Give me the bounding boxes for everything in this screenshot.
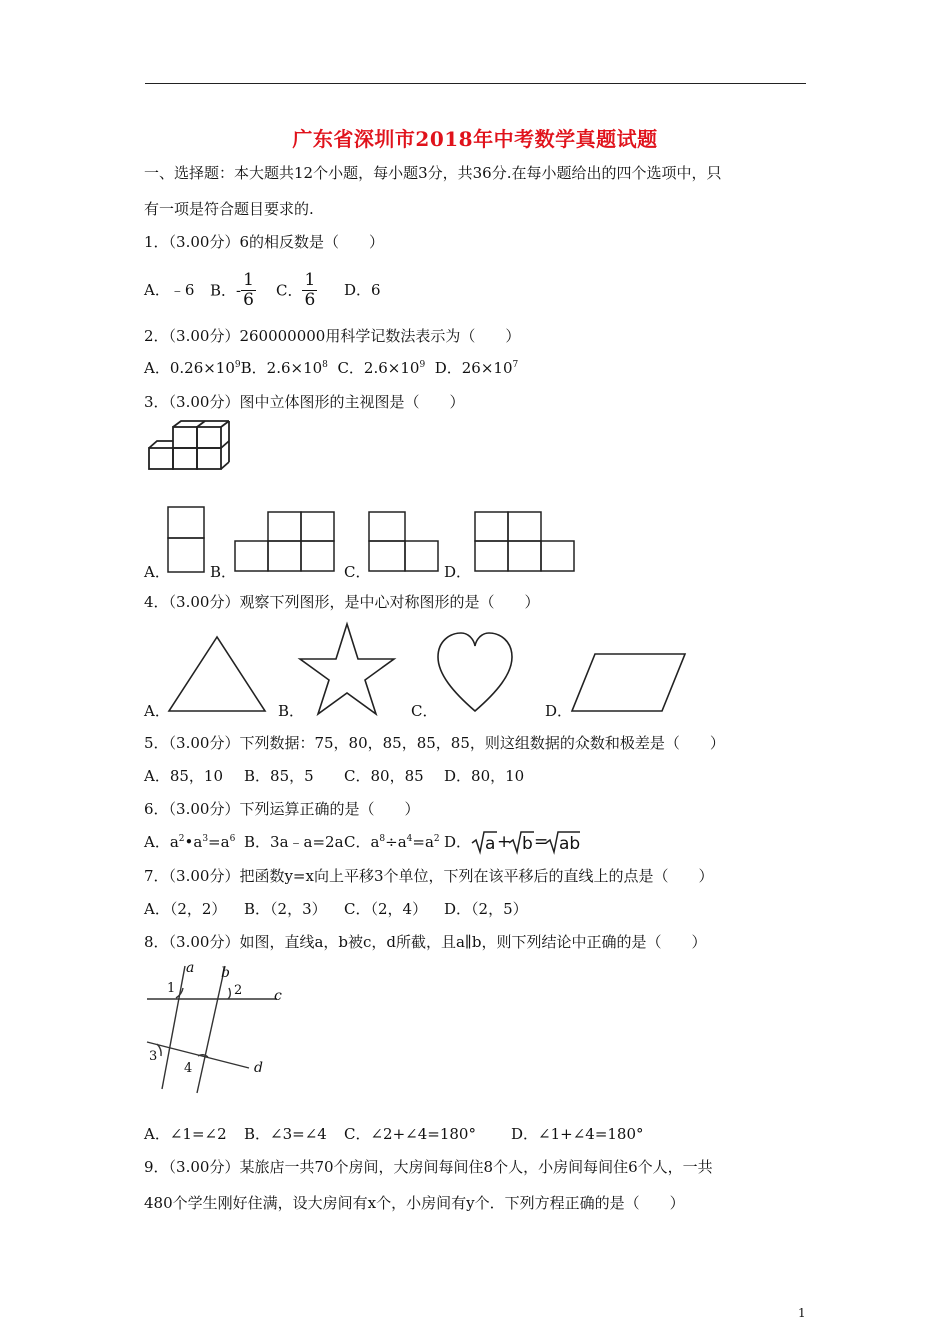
q8-label-b: b bbox=[221, 965, 230, 981]
q1-stem: 1．（3.00分）6的相反数是（ ） bbox=[144, 233, 384, 251]
q3-option-b-label: B． bbox=[210, 563, 237, 581]
q7-option-b: B．（2，3） bbox=[244, 900, 327, 918]
q7-option-a: A．（2，2） bbox=[144, 900, 227, 918]
q3-stem: 3．（3.00分）图中立体图形的主视图是（ ） bbox=[144, 393, 465, 411]
q4-stem: 4．（3.00分）观察下列图形，是中心对称图形的是（ ） bbox=[144, 593, 540, 611]
q4-option-c-label: C． bbox=[411, 702, 438, 720]
q5-stem: 5．（3.00分）下列数据：75，80，85，85，85，则这组数据的众数和极差是（ ） bbox=[144, 734, 725, 752]
q5-option-a: A．85，10 bbox=[144, 767, 224, 785]
page-title: 广东省深圳市2018年中考数学真题试题 bbox=[292, 127, 658, 151]
q8-angle-4: 4 bbox=[184, 1061, 193, 1076]
q9-stem-line1: 9．（3.00分）某旅店一共70个房间，大房间每间住8个人，小房间每间住6个人，一共 bbox=[144, 1158, 713, 1176]
q2-option-d: D．$26\times 10^7$ bbox=[434, 359, 519, 377]
q7-option-d: D．（2，5） bbox=[444, 900, 528, 918]
q1-option-c-fraction: $\frac{1}{6}$ bbox=[304, 270, 316, 310]
q8-label-c: c bbox=[274, 988, 282, 1004]
q2-option-a: A．$0.26\times 10^9$ bbox=[144, 359, 241, 377]
q5-option-b: B．85，5 bbox=[244, 767, 314, 785]
q6-option-d-plus: + bbox=[497, 832, 512, 852]
section-intro-line2: 有一项是符合题目要求的. bbox=[144, 200, 314, 218]
q8-option-b: B．∠3=∠4 bbox=[244, 1125, 327, 1143]
q4-option-d-label: D． bbox=[545, 702, 573, 720]
q2-option-b: B．$2.6\times 10^8$ bbox=[240, 359, 328, 377]
q8-angle-3: 3 bbox=[149, 1049, 158, 1064]
q1-option-a: A．﹣6 bbox=[144, 281, 195, 299]
q8-label-d: d bbox=[254, 1060, 263, 1076]
q6-option-d-eq: = bbox=[534, 832, 549, 852]
q2-option-c: C．$2.6\times 10^9$ bbox=[337, 359, 426, 377]
q9-stem-line2: 480个学生刚好住满，设大房间有x个，小房间有y个．下列方程正确的是（ ） bbox=[144, 1194, 685, 1212]
q3-option-a-label: A． bbox=[144, 563, 170, 581]
page-number: 1 bbox=[798, 1306, 806, 1320]
q6-option-d-a: a bbox=[485, 834, 496, 854]
q3-option-c-label: C． bbox=[344, 563, 371, 581]
q3-option-d-label: D． bbox=[444, 563, 472, 581]
q1-option-b-fraction: $\frac{1}{6}$ bbox=[243, 270, 254, 310]
q6-option-d-ab: ab bbox=[559, 834, 581, 854]
q8-angle-2: 2 bbox=[234, 983, 243, 998]
q1-option-c: C． $\frac{1}{6}$ bbox=[276, 270, 316, 310]
q6-option-c: C．$a^8\div a^4=a^2$ bbox=[344, 833, 440, 851]
q6-option-b: B．3a﹣a=2a bbox=[244, 833, 344, 851]
q1-option-d: D．6 bbox=[344, 281, 381, 299]
q7-option-c: C．（2，4） bbox=[344, 900, 428, 918]
q5-option-d: D．80，10 bbox=[444, 767, 525, 785]
section-intro-line1: 一、选择题：本大题共12个小题，每小题3分，共36分.在每小题给出的四个选项中，只 bbox=[144, 164, 722, 182]
q8-option-a: A．∠1=∠2 bbox=[144, 1125, 227, 1143]
q2-stem: 2．（3.00分）260000000用科学记数法表示为（ ） bbox=[144, 327, 521, 345]
q8-stem: 8．（3.00分）如图，直线a，b被c，d所截，且a∥b，则下列结论中正确的是（ ） bbox=[144, 933, 707, 951]
q1-option-b: B．- $\frac{1}{6}$ bbox=[210, 270, 254, 310]
q8-option-c: C．∠2+∠4=180° bbox=[344, 1125, 476, 1143]
q7-stem: 7．（3.00分）把函数y=x向上平移3个单位，下列在该平移后的直线上的点是（ ） bbox=[144, 867, 714, 885]
q4-option-b-label: B． bbox=[278, 702, 305, 720]
q6-option-d-b: b bbox=[522, 834, 533, 854]
q5-option-c: C．80，85 bbox=[344, 767, 424, 785]
q8-option-d: D．∠1+∠4=180° bbox=[511, 1125, 644, 1143]
q4-option-a-label: A． bbox=[144, 702, 170, 720]
q6-stem: 6．（3.00分）下列运算正确的是（ ） bbox=[144, 800, 420, 818]
q6-option-d-label: D． bbox=[444, 833, 472, 851]
q8-angle-1: 1 bbox=[167, 981, 176, 996]
q8-label-a: a bbox=[186, 960, 195, 976]
q6-option-a: A．$a^2•a^3=a^6$ bbox=[144, 833, 236, 851]
